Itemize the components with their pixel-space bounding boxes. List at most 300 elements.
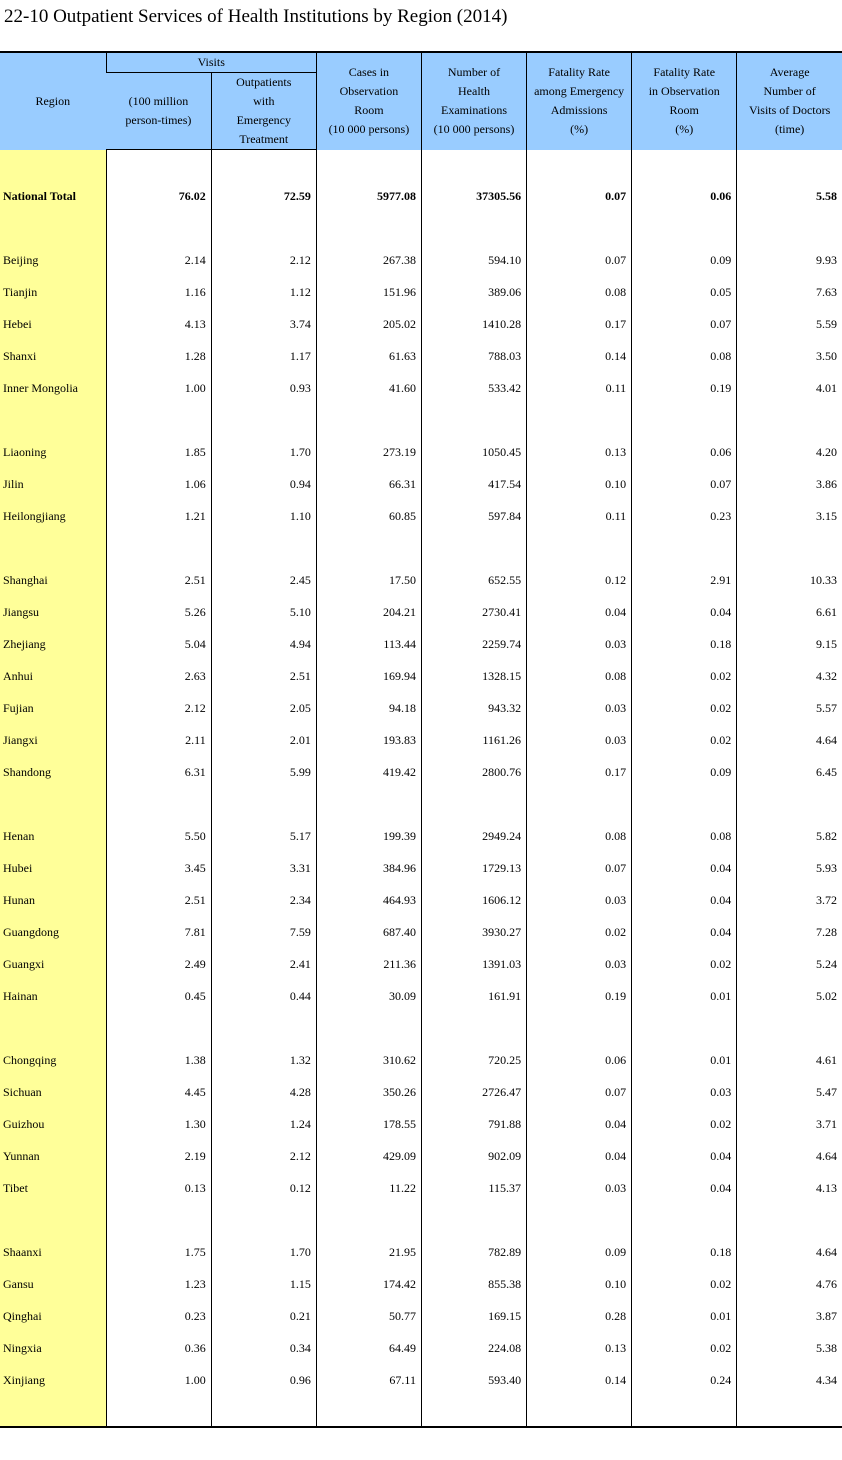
value-cell: 652.55 <box>421 564 526 596</box>
value-cell: 10.33 <box>737 564 842 596</box>
value-cell: 855.38 <box>421 1268 526 1300</box>
value-cell: 0.08 <box>527 660 632 692</box>
table-row <box>0 1268 842 1300</box>
value-cell: 60.85 <box>316 500 421 532</box>
value-cell: 0.02 <box>632 692 737 724</box>
table-row <box>0 852 842 884</box>
value-cell: 0.23 <box>106 1300 211 1332</box>
value-cell: 943.32 <box>421 692 526 724</box>
value-cell: 2.41 <box>211 948 316 980</box>
value-cell: 0.18 <box>632 628 737 660</box>
value-cell: 0.04 <box>632 1140 737 1172</box>
header-region: Region <box>0 52 106 150</box>
value-cell: 5.10 <box>211 596 316 628</box>
value-cell: 1.85 <box>106 436 211 468</box>
value-cell: 0.03 <box>632 1076 737 1108</box>
value-cell: 593.40 <box>421 1364 526 1396</box>
value-cell: 2.63 <box>106 660 211 692</box>
value-cell: 720.25 <box>421 1044 526 1076</box>
value-cell: 7.81 <box>106 916 211 948</box>
value-cell: 0.44 <box>211 980 316 1012</box>
value-cell: 30.09 <box>316 980 421 1012</box>
value-cell: 3.71 <box>737 1108 842 1140</box>
value-cell: 5.47 <box>737 1076 842 1108</box>
value-cell: 1.30 <box>106 1108 211 1140</box>
value-cell: 1.00 <box>106 1364 211 1396</box>
value-cell: 902.09 <box>421 1140 526 1172</box>
spacer-row <box>0 404 842 436</box>
data-table-container <box>0 51 842 1428</box>
table-row <box>0 948 842 980</box>
table-row <box>0 436 842 468</box>
value-cell: 1391.03 <box>421 948 526 980</box>
value-cell: 0.13 <box>527 1332 632 1364</box>
value-cell: 4.64 <box>737 1140 842 1172</box>
value-cell: 350.26 <box>316 1076 421 1108</box>
value-cell: 41.60 <box>316 372 421 404</box>
spacer-row <box>0 1012 842 1044</box>
value-cell: 594.10 <box>421 244 526 276</box>
value-cell: 50.77 <box>316 1300 421 1332</box>
table-row <box>0 468 842 500</box>
value-cell: 0.06 <box>632 180 737 212</box>
region-cell: Shanxi <box>0 340 106 372</box>
value-cell: 204.21 <box>316 596 421 628</box>
value-cell: 5.99 <box>211 756 316 788</box>
spacer-row <box>0 1204 842 1236</box>
table-row <box>0 1140 842 1172</box>
table-body <box>0 150 842 1428</box>
value-cell: 4.13 <box>106 308 211 340</box>
value-cell: 211.36 <box>316 948 421 980</box>
value-cell: 0.07 <box>527 180 632 212</box>
value-cell: 5.38 <box>737 1332 842 1364</box>
value-cell: 2.12 <box>211 244 316 276</box>
value-cell: 1161.26 <box>421 724 526 756</box>
value-cell: 3.72 <box>737 884 842 916</box>
header-avg-visits: Average Number of Visits of Doctors (time) <box>737 52 842 150</box>
value-cell: 0.03 <box>527 692 632 724</box>
value-cell: 310.62 <box>316 1044 421 1076</box>
value-cell: 0.03 <box>527 948 632 980</box>
value-cell: 1.24 <box>211 1108 316 1140</box>
value-cell: 94.18 <box>316 692 421 724</box>
value-cell: 0.11 <box>527 500 632 532</box>
value-cell: 1328.15 <box>421 660 526 692</box>
value-cell: 0.02 <box>632 948 737 980</box>
value-cell: 0.12 <box>527 564 632 596</box>
region-cell: Fujian <box>0 692 106 724</box>
value-cell: 113.44 <box>316 628 421 660</box>
table-row <box>0 564 842 596</box>
value-cell: 1.10 <box>211 500 316 532</box>
spacer-row <box>0 532 842 564</box>
table-row <box>0 308 842 340</box>
value-cell: 1729.13 <box>421 852 526 884</box>
value-cell: 7.59 <box>211 916 316 948</box>
value-cell: 0.12 <box>211 1172 316 1204</box>
value-cell: 1.16 <box>106 276 211 308</box>
header-visits: Visits <box>106 52 316 73</box>
value-cell: 0.03 <box>527 724 632 756</box>
value-cell: 2.49 <box>106 948 211 980</box>
value-cell: 9.93 <box>737 244 842 276</box>
value-cell: 7.63 <box>737 276 842 308</box>
region-cell: Shandong <box>0 756 106 788</box>
table-row <box>0 756 842 788</box>
header-fatality-emergency: Fatality Rate among Emergency Admissions (%) <box>527 52 632 150</box>
value-cell: 0.04 <box>632 596 737 628</box>
region-cell: Gansu <box>0 1268 106 1300</box>
table-row <box>0 1300 842 1332</box>
value-cell: 0.07 <box>527 1076 632 1108</box>
spacer-row <box>0 212 842 244</box>
value-cell: 1.15 <box>211 1268 316 1300</box>
value-cell: 2.45 <box>211 564 316 596</box>
value-cell: 1050.45 <box>421 436 526 468</box>
value-cell: 224.08 <box>421 1332 526 1364</box>
value-cell: 0.02 <box>632 1268 737 1300</box>
value-cell: 2.91 <box>632 564 737 596</box>
value-cell: 7.28 <box>737 916 842 948</box>
region-cell: Sichuan <box>0 1076 106 1108</box>
region-cell: Shaanxi <box>0 1236 106 1268</box>
value-cell: 0.17 <box>527 308 632 340</box>
value-cell: 273.19 <box>316 436 421 468</box>
table-row <box>0 276 842 308</box>
value-cell: 2.34 <box>211 884 316 916</box>
region-cell: Liaoning <box>0 436 106 468</box>
header-exams: Number of Health Examinations (10 000 persons) <box>421 52 526 150</box>
value-cell: 0.18 <box>632 1236 737 1268</box>
value-cell: 72.59 <box>211 180 316 212</box>
value-cell: 1.70 <box>211 1236 316 1268</box>
value-cell: 419.42 <box>316 756 421 788</box>
region-cell: Chongqing <box>0 1044 106 1076</box>
table-row <box>0 596 842 628</box>
value-cell: 169.15 <box>421 1300 526 1332</box>
value-cell: 174.42 <box>316 1268 421 1300</box>
value-cell: 3.87 <box>737 1300 842 1332</box>
value-cell: 5.02 <box>737 980 842 1012</box>
value-cell: 788.03 <box>421 340 526 372</box>
value-cell: 0.08 <box>632 340 737 372</box>
region-cell: Hainan <box>0 980 106 1012</box>
value-cell: 0.04 <box>527 1108 632 1140</box>
value-cell: 4.64 <box>737 724 842 756</box>
value-cell: 5.17 <box>211 820 316 852</box>
value-cell: 4.32 <box>737 660 842 692</box>
value-cell: 5.24 <box>737 948 842 980</box>
value-cell: 4.13 <box>737 1172 842 1204</box>
value-cell: 1.06 <box>106 468 211 500</box>
value-cell: 0.93 <box>211 372 316 404</box>
value-cell: 384.96 <box>316 852 421 884</box>
value-cell: 0.05 <box>632 276 737 308</box>
table-row <box>0 628 842 660</box>
value-cell: 0.19 <box>632 372 737 404</box>
spacer-row <box>0 788 842 820</box>
total-row <box>0 180 842 212</box>
value-cell: 0.17 <box>527 756 632 788</box>
value-cell: 0.04 <box>632 916 737 948</box>
value-cell: 1.28 <box>106 340 211 372</box>
table-row <box>0 340 842 372</box>
value-cell: 2.51 <box>106 564 211 596</box>
value-cell: 0.02 <box>527 916 632 948</box>
value-cell: 2.11 <box>106 724 211 756</box>
value-cell: 4.20 <box>737 436 842 468</box>
value-cell: 0.06 <box>632 436 737 468</box>
value-cell: 0.08 <box>527 276 632 308</box>
region-cell: Guizhou <box>0 1108 106 1140</box>
value-cell: 0.02 <box>632 724 737 756</box>
value-cell: 2.01 <box>211 724 316 756</box>
value-cell: 417.54 <box>421 468 526 500</box>
value-cell: 0.14 <box>527 340 632 372</box>
region-cell: National Total <box>0 180 106 212</box>
value-cell: 1.38 <box>106 1044 211 1076</box>
value-cell: 4.76 <box>737 1268 842 1300</box>
value-cell: 5.04 <box>106 628 211 660</box>
table-row <box>0 1236 842 1268</box>
value-cell: 205.02 <box>316 308 421 340</box>
table-row <box>0 1108 842 1140</box>
value-cell: 0.07 <box>527 852 632 884</box>
value-cell: 2.05 <box>211 692 316 724</box>
region-cell: Guangxi <box>0 948 106 980</box>
value-cell: 3.31 <box>211 852 316 884</box>
value-cell: 1.23 <box>106 1268 211 1300</box>
value-cell: 1.00 <box>106 372 211 404</box>
value-cell: 1.12 <box>211 276 316 308</box>
value-cell: 3930.27 <box>421 916 526 948</box>
region-cell: Qinghai <box>0 1300 106 1332</box>
value-cell: 4.28 <box>211 1076 316 1108</box>
spacer-row <box>0 1396 842 1427</box>
value-cell: 4.64 <box>737 1236 842 1268</box>
value-cell: 0.08 <box>632 820 737 852</box>
table-row <box>0 1364 842 1396</box>
value-cell: 2726.47 <box>421 1076 526 1108</box>
value-cell: 0.02 <box>632 660 737 692</box>
value-cell: 0.28 <box>527 1300 632 1332</box>
value-cell: 1.21 <box>106 500 211 532</box>
value-cell: 533.42 <box>421 372 526 404</box>
value-cell: 1410.28 <box>421 308 526 340</box>
value-cell: 0.09 <box>527 1236 632 1268</box>
table-row <box>0 884 842 916</box>
page-title: 22-10 Outpatient Services of Health Institutions by Region (2014) <box>4 6 508 27</box>
value-cell: 0.07 <box>527 244 632 276</box>
value-cell: 0.07 <box>632 308 737 340</box>
value-cell: 67.11 <box>316 1364 421 1396</box>
value-cell: 115.37 <box>421 1172 526 1204</box>
region-cell: Jilin <box>0 468 106 500</box>
value-cell: 0.11 <box>527 372 632 404</box>
region-cell: Guangdong <box>0 916 106 948</box>
value-cell: 5.82 <box>737 820 842 852</box>
value-cell: 0.13 <box>106 1172 211 1204</box>
value-cell: 5.59 <box>737 308 842 340</box>
value-cell: 11.22 <box>316 1172 421 1204</box>
value-cell: 37305.56 <box>421 180 526 212</box>
value-cell: 782.89 <box>421 1236 526 1268</box>
value-cell: 6.61 <box>737 596 842 628</box>
value-cell: 5.57 <box>737 692 842 724</box>
header-fatality-observation: Fatality Rate in Observation Room (%) <box>632 52 737 150</box>
value-cell: 2800.76 <box>421 756 526 788</box>
header-cases: Cases in Observation Room (10 000 persons) <box>316 52 421 150</box>
region-cell: Inner Mongolia <box>0 372 106 404</box>
value-cell: 0.03 <box>527 1172 632 1204</box>
value-cell: 597.84 <box>421 500 526 532</box>
table-row <box>0 660 842 692</box>
value-cell: 169.94 <box>316 660 421 692</box>
value-cell: 0.04 <box>527 1140 632 1172</box>
value-cell: 3.15 <box>737 500 842 532</box>
region-cell: Anhui <box>0 660 106 692</box>
spacer-row <box>0 150 842 181</box>
value-cell: 0.04 <box>632 852 737 884</box>
value-cell: 64.49 <box>316 1332 421 1364</box>
value-cell: 1.32 <box>211 1044 316 1076</box>
value-cell: 0.45 <box>106 980 211 1012</box>
value-cell: 3.50 <box>737 340 842 372</box>
header-visits-unit: (100 million person-times) <box>106 73 211 150</box>
value-cell: 17.50 <box>316 564 421 596</box>
value-cell: 5.26 <box>106 596 211 628</box>
value-cell: 2.12 <box>211 1140 316 1172</box>
value-cell: 0.09 <box>632 756 737 788</box>
value-cell: 0.13 <box>527 436 632 468</box>
value-cell: 1.75 <box>106 1236 211 1268</box>
value-cell: 4.45 <box>106 1076 211 1108</box>
value-cell: 1.70 <box>211 436 316 468</box>
value-cell: 2.51 <box>106 884 211 916</box>
value-cell: 2.51 <box>211 660 316 692</box>
value-cell: 0.21 <box>211 1300 316 1332</box>
value-cell: 0.04 <box>527 596 632 628</box>
region-cell: Tianjin <box>0 276 106 308</box>
value-cell: 2.12 <box>106 692 211 724</box>
table-row <box>0 244 842 276</box>
value-cell: 2949.24 <box>421 820 526 852</box>
table-row <box>0 1332 842 1364</box>
table-row <box>0 1076 842 1108</box>
value-cell: 5.93 <box>737 852 842 884</box>
value-cell: 0.34 <box>211 1332 316 1364</box>
value-cell: 4.34 <box>737 1364 842 1396</box>
region-cell: Shanghai <box>0 564 106 596</box>
value-cell: 464.93 <box>316 884 421 916</box>
value-cell: 0.01 <box>632 1300 737 1332</box>
value-cell: 4.01 <box>737 372 842 404</box>
value-cell: 2.19 <box>106 1140 211 1172</box>
value-cell: 161.91 <box>421 980 526 1012</box>
value-cell: 9.15 <box>737 628 842 660</box>
header-outpatients: Outpatients with Emergency Treatment <box>211 73 316 150</box>
region-cell: Beijing <box>0 244 106 276</box>
value-cell: 687.40 <box>316 916 421 948</box>
value-cell: 0.94 <box>211 468 316 500</box>
value-cell: 0.02 <box>632 1108 737 1140</box>
table-row <box>0 692 842 724</box>
value-cell: 0.96 <box>211 1364 316 1396</box>
value-cell: 0.06 <box>527 1044 632 1076</box>
value-cell: 193.83 <box>316 724 421 756</box>
table-row <box>0 724 842 756</box>
value-cell: 6.45 <box>737 756 842 788</box>
region-cell: Hunan <box>0 884 106 916</box>
value-cell: 0.01 <box>632 1044 737 1076</box>
value-cell: 0.14 <box>527 1364 632 1396</box>
region-cell: Yunnan <box>0 1140 106 1172</box>
value-cell: 66.31 <box>316 468 421 500</box>
value-cell: 0.10 <box>527 468 632 500</box>
value-cell: 0.04 <box>632 884 737 916</box>
region-cell: Zhejiang <box>0 628 106 660</box>
value-cell: 2.14 <box>106 244 211 276</box>
value-cell: 5977.08 <box>316 180 421 212</box>
region-cell: Jiangxi <box>0 724 106 756</box>
value-cell: 21.95 <box>316 1236 421 1268</box>
value-cell: 0.23 <box>632 500 737 532</box>
value-cell: 0.03 <box>527 884 632 916</box>
region-cell: Heilongjiang <box>0 500 106 532</box>
region-cell: Hebei <box>0 308 106 340</box>
value-cell: 0.19 <box>527 980 632 1012</box>
table-row <box>0 980 842 1012</box>
value-cell: 2259.74 <box>421 628 526 660</box>
value-cell: 6.31 <box>106 756 211 788</box>
value-cell: 0.07 <box>632 468 737 500</box>
value-cell: 4.61 <box>737 1044 842 1076</box>
value-cell: 1606.12 <box>421 884 526 916</box>
table-row <box>0 372 842 404</box>
value-cell: 0.08 <box>527 820 632 852</box>
region-cell: Henan <box>0 820 106 852</box>
value-cell: 0.09 <box>632 244 737 276</box>
value-cell: 1.17 <box>211 340 316 372</box>
table-row <box>0 916 842 948</box>
value-cell: 199.39 <box>316 820 421 852</box>
value-cell: 389.06 <box>421 276 526 308</box>
region-cell: Xinjiang <box>0 1364 106 1396</box>
value-cell: 3.45 <box>106 852 211 884</box>
value-cell: 5.58 <box>737 180 842 212</box>
value-cell: 3.74 <box>211 308 316 340</box>
value-cell: 0.10 <box>527 1268 632 1300</box>
value-cell: 2730.41 <box>421 596 526 628</box>
value-cell: 0.03 <box>527 628 632 660</box>
region-cell: Ningxia <box>0 1332 106 1364</box>
value-cell: 0.02 <box>632 1332 737 1364</box>
value-cell: 178.55 <box>316 1108 421 1140</box>
value-cell: 0.04 <box>632 1172 737 1204</box>
value-cell: 0.36 <box>106 1332 211 1364</box>
region-cell: Hubei <box>0 852 106 884</box>
value-cell: 0.24 <box>632 1364 737 1396</box>
value-cell: 791.88 <box>421 1108 526 1140</box>
value-cell: 429.09 <box>316 1140 421 1172</box>
table-row <box>0 1044 842 1076</box>
value-cell: 267.38 <box>316 244 421 276</box>
table-row <box>0 1172 842 1204</box>
value-cell: 0.01 <box>632 980 737 1012</box>
value-cell: 4.94 <box>211 628 316 660</box>
value-cell: 61.63 <box>316 340 421 372</box>
